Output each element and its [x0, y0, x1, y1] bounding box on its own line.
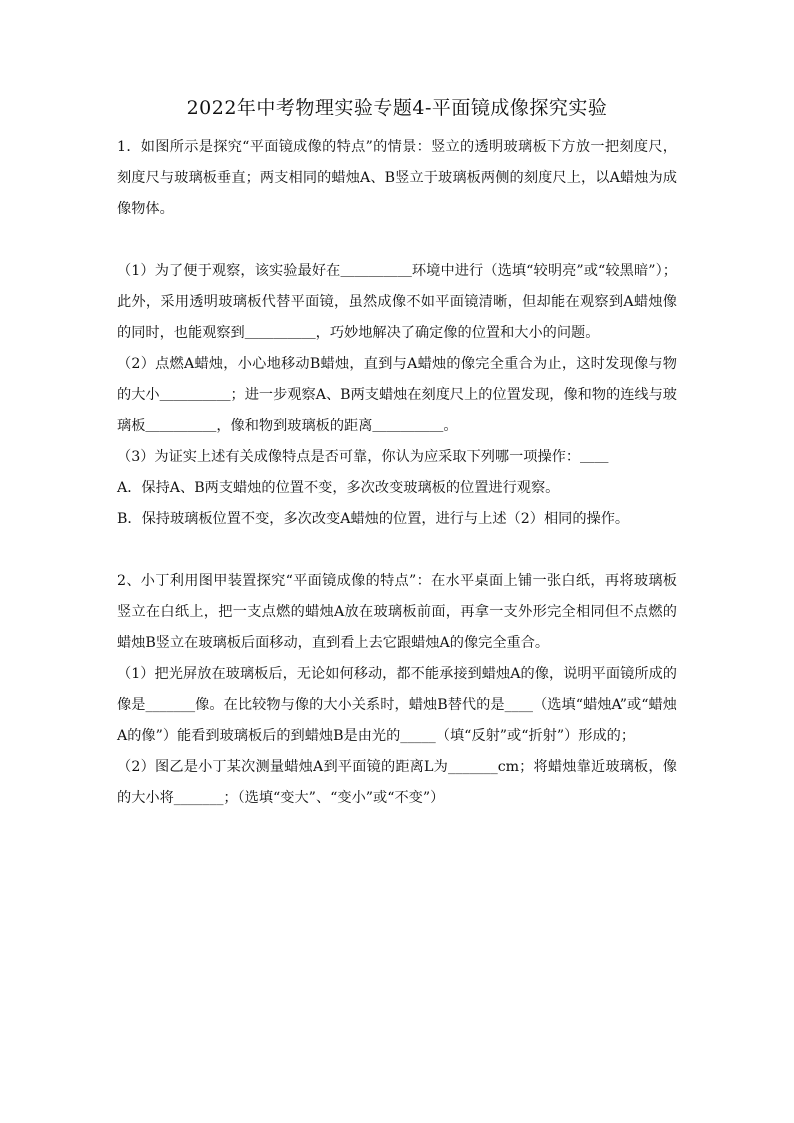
paragraph-spacer	[117, 225, 677, 256]
document-body	[117, 132, 677, 814]
question-1-part-3: （3）为证实上述有关成像特点是否可靠，你认为应采取下列哪一项操作：＿＿	[117, 449, 609, 465]
question-1-option-b: B．保持玻璃板位置不变，多次改变A蜡烛的位置，进行与上述（2）相同的操作。	[117, 511, 630, 527]
question-2-intro: 2、小丁利用图甲装置探究“平面镜成像的特点”：在水平桌面上铺一张白纸，再将玻璃板竖立在白纸上，把一支点燃的蜡烛A放在玻璃板前面，再拿一支外形完全相同但不点燃的蜡烛B竖立在玻璃板后面移动，直到看上去它跟蜡烛A的像完全重合。	[117, 573, 677, 651]
question-1-part-2: （2）点燃A蜡烛，小心地移动B蜡烛，直到与A蜡烛的像完全重合为止，这时发现像与物的大小＿＿＿＿＿；进一步观察A、B两支蜡烛在刻度尺上的位置发现，像和物的连线与玻璃板＿＿＿＿＿，像和物到玻璃板的距离＿＿＿＿＿。	[117, 356, 677, 434]
paragraph-spacer	[117, 535, 677, 566]
document-title: 2022年中考物理实验专题4-平面镜成像探究实验	[186, 97, 608, 119]
question-1-intro: 1．如图所示是探究“平面镜成像的特点”的情景：竖立的透明玻璃板下方放一把刻度尺，刻度尺与玻璃板垂直；两支相同的蜡烛A、B竖立于玻璃板两侧的刻度尺上，以A蜡烛为成像物体。	[117, 139, 677, 217]
question-2-part-2: （2）图乙是小丁某次测量蜡烛A到平面镜的距离L为_______cm；将蜡烛靠近玻璃板，像的大小将_______；（选填“变大”、“变小”或“不变”）	[117, 759, 677, 806]
question-1-part-1: （1）为了便于观察，该实验最好在＿＿＿＿＿环境中进行（选填“较明亮”或“较黑暗”）；此外，采用透明玻璃板代替平面镜，虽然成像不如平面镜清晰，但却能在观察到A蜡烛像的同时，也能观察到＿＿＿＿＿，巧妙地解决了确定像的位置和大小的问题。	[117, 263, 677, 341]
question-1-option-a: A．保持A、B两支蜡烛的位置不变，多次改变玻璃板的位置进行观察。	[117, 480, 560, 496]
question-2-part-1: （1）把光屏放在玻璃板后，无论如何移动，都不能承接到蜡烛A的像，说明平面镜所成的像是_______像。在比较物与像的大小关系时，蜡烛B替代的是____（选填“蜡烛A”或“蜡烛A的像”）能看到玻璃板后的到蜡烛B是由光的_____（填“反射”或“折射”）形成的；	[117, 666, 677, 744]
